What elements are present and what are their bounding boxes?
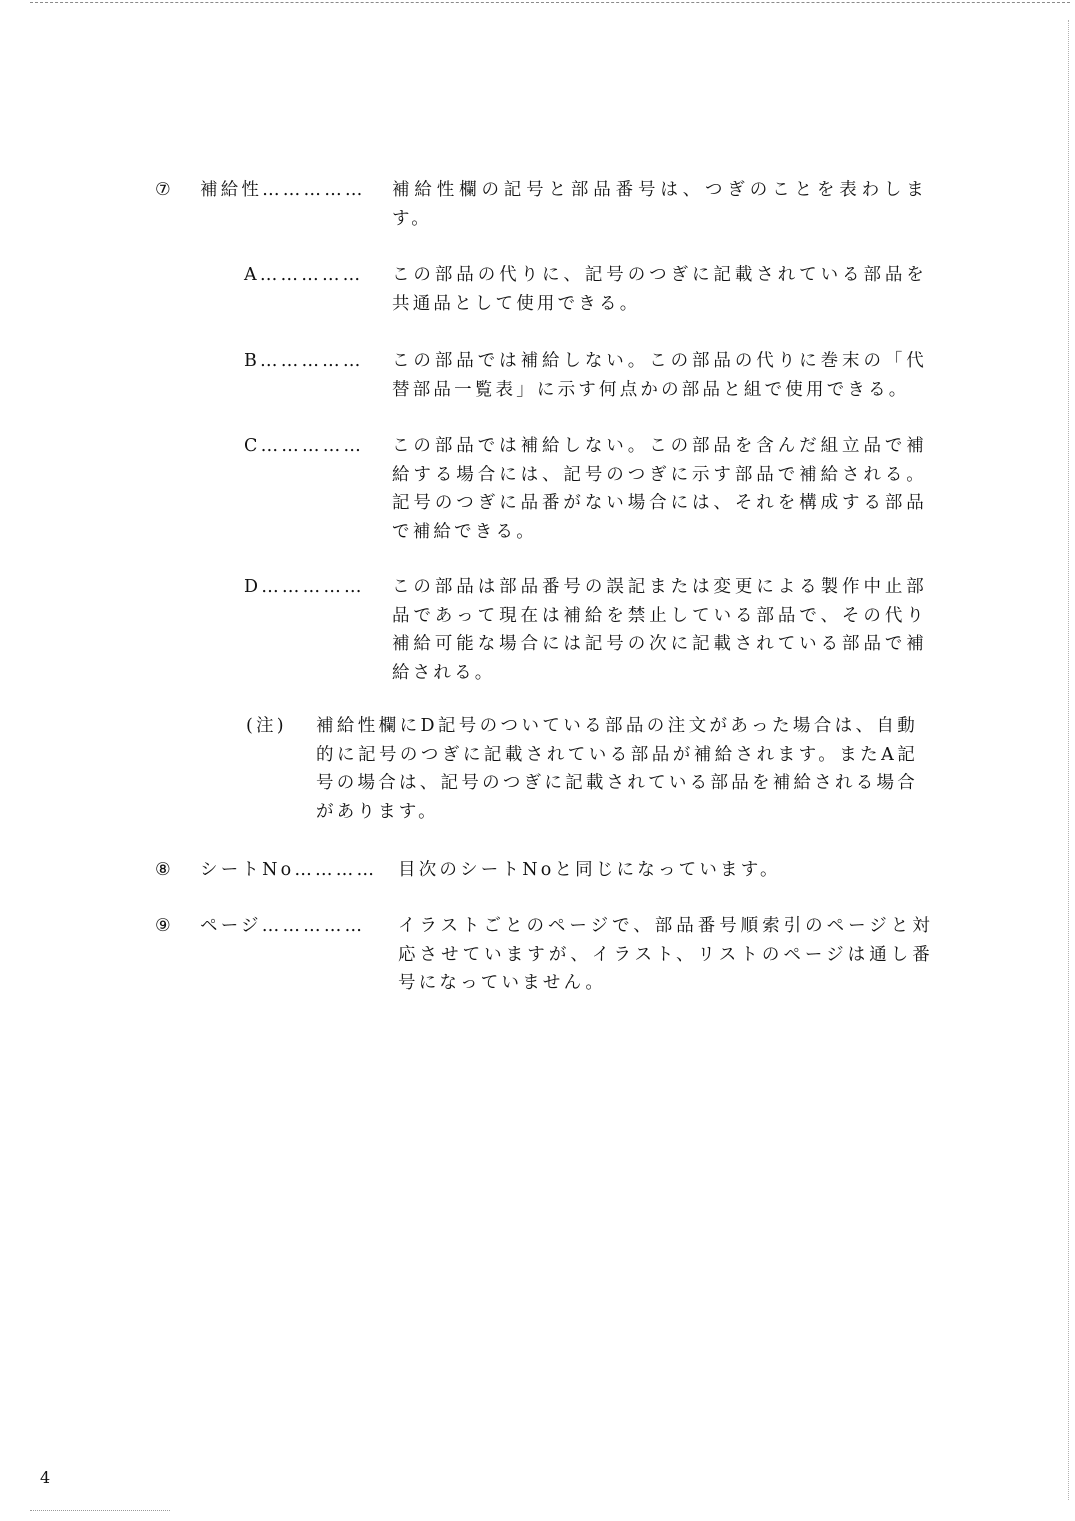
- item-8-text: 目次のシートNoと同じになっています。: [398, 860, 781, 880]
- item-7-number: ⑦: [155, 180, 174, 200]
- code-d-text: この部品は部品番号の誤記または変更による製作中止部品であって現在は補給を禁止している部品で、その代り補給可能な場合には記号の次に記載されている部品で補給される。: [392, 577, 927, 683]
- code-a-label: A……………: [244, 265, 364, 285]
- code-b-text: この部品では補給しない。この部品の代りに巻末の「代替部品一覧表」に示す何点かの部品と組で使用できる。: [392, 351, 927, 400]
- item-9-text: イラストごとのページで、部品番号順索引のページと対応させていますが、イラスト、リストのページは通し番号になっていません。: [398, 916, 933, 993]
- scan-edge-top: [30, 2, 1070, 3]
- code-a-text: この部品の代りに、記号のつぎに記載されている部品を共通品として使用できる。: [392, 265, 927, 314]
- code-d-label: D……………: [244, 577, 365, 597]
- item-9-label: ページ……………: [200, 916, 366, 936]
- page-number: 4: [40, 1468, 51, 1487]
- scan-edge-bottom: [30, 1510, 170, 1511]
- scan-edge-right: [1068, 20, 1069, 1500]
- note-text: 補給性欄にD記号のついている部品の注文があった場合は、自動的に記号のつぎに記載されている部品が補給されます。またA記号の場合は、記号のつぎに記載されている部品を補給される場合があります。: [316, 716, 918, 822]
- item-7-text: 補給性欄の記号と部品番号は、つぎのことを表わします。: [392, 180, 927, 229]
- code-c-label: C……………: [244, 436, 365, 456]
- code-b-label: B……………: [244, 351, 364, 371]
- item-8-number: ⑧: [155, 860, 174, 880]
- item-9-number: ⑨: [155, 916, 174, 936]
- note-label: (注): [246, 716, 287, 736]
- code-c-text: この部品では補給しない。この部品を含んだ組立品で補給する場合には、記号のつぎに示す部品で補給される。記号のつぎに品番がない場合には、それを構成する部品で補給できる。: [392, 436, 927, 542]
- item-7-label: 補給性……………: [200, 180, 366, 200]
- item-8-label: シートNo…………: [200, 860, 378, 880]
